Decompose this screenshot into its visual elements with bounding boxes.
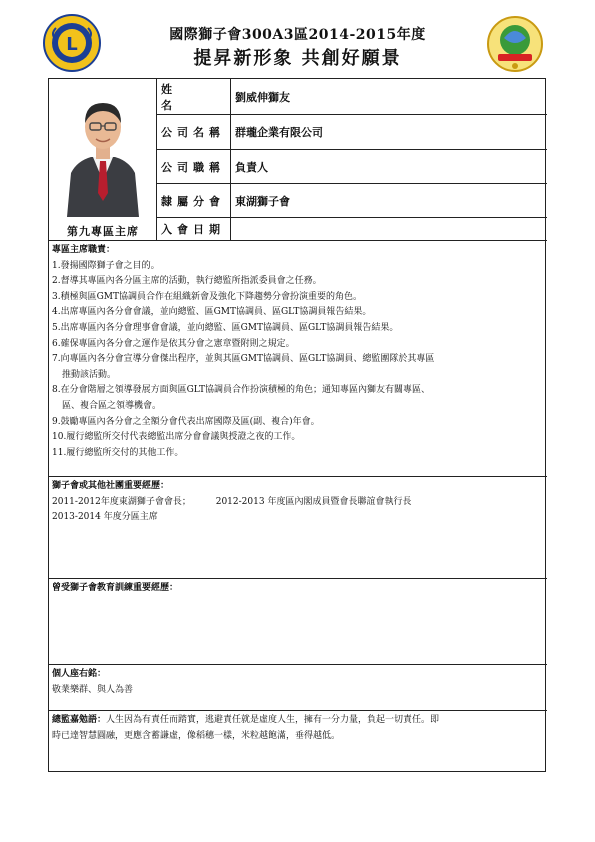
duty-item: 10.履行總監所交付代表總監出席分會會議與授證之夜的工作。 xyxy=(52,432,301,443)
field-row-club xyxy=(157,184,547,218)
header-slogan: 提昇新形象 共創好願景 xyxy=(193,48,402,69)
lions-logo-icon xyxy=(42,14,102,72)
field-value-company: 群瓏企業有限公司 xyxy=(235,126,323,139)
governor-remark-text: 時已達智慧圓融，更應含蓄謙虛，像稻穗一樣，米粒越飽滿，垂得越低。 xyxy=(52,730,341,741)
duty-item-continued: 推動該活動。 xyxy=(62,369,117,380)
training-heading: 曾受獅子會教育訓練重要經歷： xyxy=(52,583,179,593)
profile-form xyxy=(48,78,546,772)
duty-item: 5.出席專區內各分會理事會會議，並向總監、區GMT協調員、區GLT協調員報告結果。 xyxy=(52,322,399,333)
duties-section xyxy=(49,241,547,477)
field-value-name: 劉威伸獅友 xyxy=(235,90,290,104)
career-entry: 2011-2012年度東湖獅子會會長； xyxy=(52,496,191,507)
page-header xyxy=(0,0,595,80)
field-label-title: 公司職稱 xyxy=(157,150,231,183)
field-label-club: 隸屬分會 xyxy=(157,184,231,217)
career-line xyxy=(52,495,544,511)
career-entry: 2013-2014 年度分區主席 xyxy=(52,512,158,523)
field-row-name xyxy=(157,79,547,115)
duty-item: 4.出席專區內各分會會議，並向總監、區GMT協調員、區GLT協調員報告結果。 xyxy=(52,307,372,318)
field-row-join-date xyxy=(157,218,547,241)
governor-section xyxy=(49,711,547,773)
governor-remark-text: 人生因為有責任而踏實，逃避責任就是虛度人生，擁有一分力量，負起一切責任。即 xyxy=(106,715,440,725)
field-label-name: 姓名 xyxy=(157,79,231,114)
svg-text:L: L xyxy=(66,34,78,55)
governor-remark-line xyxy=(52,713,544,729)
field-row-company xyxy=(157,115,547,150)
district-emblem-icon xyxy=(486,14,544,74)
field-label-company: 公司名稱 xyxy=(157,115,231,149)
duty-item-continued: 區、複合區之領導機會。 xyxy=(62,400,162,411)
duty-item: 2.督導其專區內各分區主席的活動，執行總監所指派委員會之任務。 xyxy=(52,276,322,287)
field-row-title xyxy=(157,150,547,184)
duties-heading: 專區主席職責： xyxy=(52,245,116,255)
field-value-title: 負責人 xyxy=(235,160,268,174)
career-section xyxy=(49,477,547,579)
field-value-club: 東湖獅子會 xyxy=(235,194,290,208)
duty-item: 9.鼓勵專區內各分會之全額分會代表出席國際及區(副、複合)年會。 xyxy=(52,416,320,427)
career-entry: 2012-2013 年度區內閣成員暨會長聯誼會執行長 xyxy=(215,496,412,507)
duty-item: 7.向專區內各分會宣導分會傑出程序，並與其區GMT協調員、區GLT協調員、總監團隊於其專區 xyxy=(52,354,435,365)
motto-section xyxy=(49,665,547,711)
field-label-join-date: 入會日期 xyxy=(157,218,231,240)
header-title: 國際獅子會300A3區2014-2015年度 xyxy=(169,27,426,43)
duty-item: 8.在分會階層之領導發展方面與區GLT協調員合作扮演積極的角色；通知專區內獅友有關專區、 xyxy=(52,385,431,396)
portrait-photo xyxy=(63,89,143,217)
duty-item: 1.發揚國際獅子會之目的。 xyxy=(52,260,160,271)
motto-heading: 個人座右銘： xyxy=(52,669,107,679)
career-heading: 獅子會或其他社團重要經歷： xyxy=(52,481,170,491)
position-caption: 第九專區主席 xyxy=(67,225,139,238)
duty-item: 3.積極與區GMT協調員合作在組織新會及強化下降趨勢分會扮演重要的角色。 xyxy=(52,291,362,302)
duty-item: 6.確保專區內各分會之運作是依其分會之憲章暨附則之規定。 xyxy=(52,338,295,349)
duty-item: 11.履行總監所交付的其他工作。 xyxy=(52,447,184,458)
training-section xyxy=(49,579,547,665)
governor-heading: 總監嘉勉語： xyxy=(52,715,107,725)
field-value-join-date xyxy=(231,218,547,240)
photo-cell xyxy=(49,79,157,241)
motto-text: 敬業樂群、與人為善 xyxy=(52,684,134,695)
